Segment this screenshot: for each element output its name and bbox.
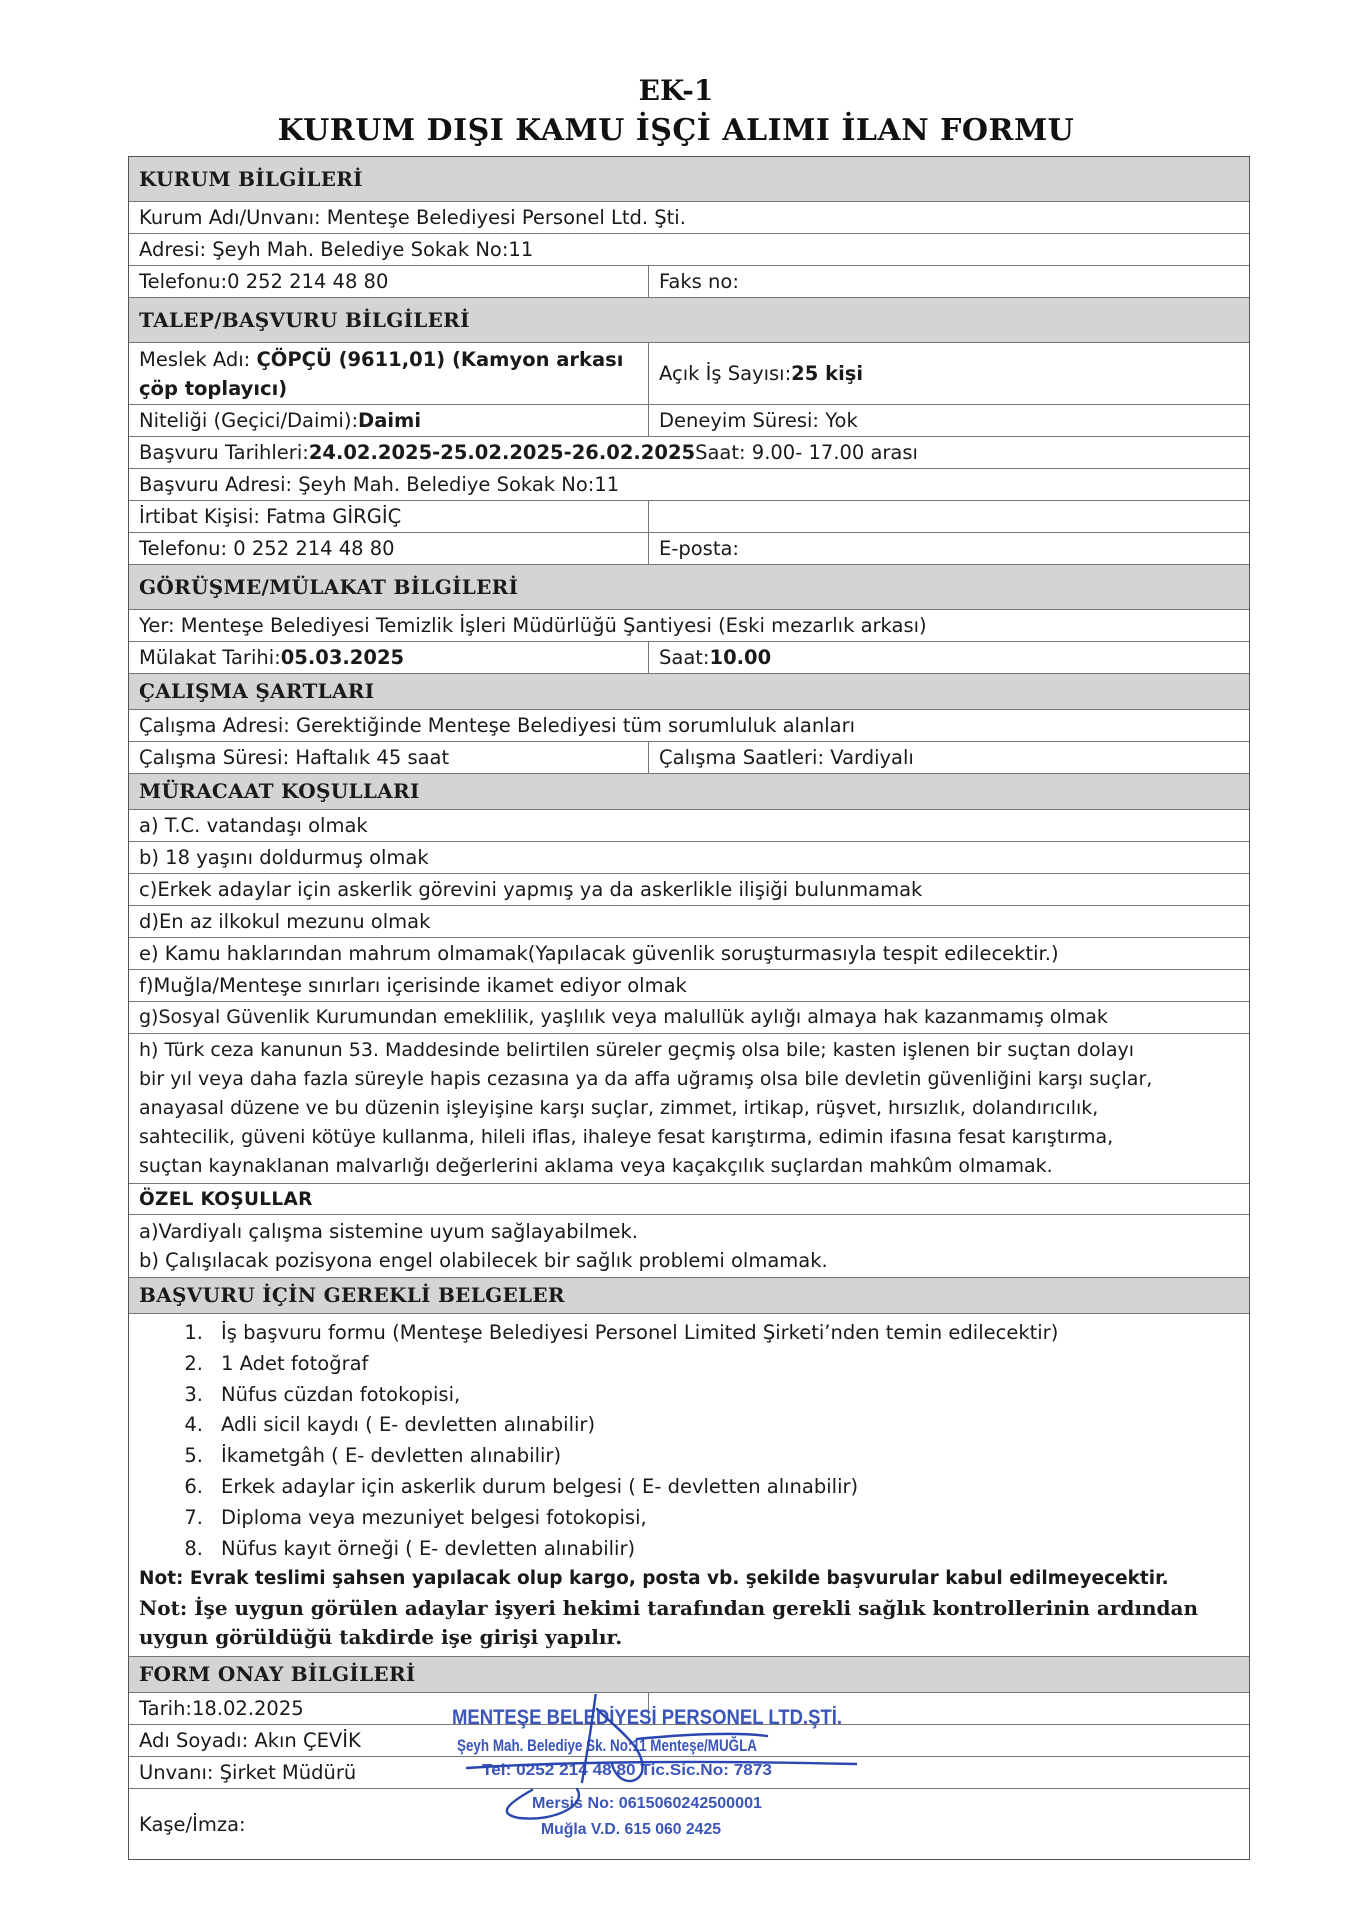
document-item [139, 1441, 561, 1472]
section-title: ÇALIŞMA ŞARTLARI [139, 679, 375, 703]
requirement-d: d)En az ilkokul mezunu olmak [139, 910, 431, 933]
approver-title: Unvanı: Şirket Müdürü [139, 1761, 357, 1785]
document-item-number: 6. [184, 1474, 203, 1498]
document-item-text: İkametgâh ( E- devletten alınabilir) [221, 1444, 562, 1468]
application-dates [129, 437, 1249, 468]
documents-row [129, 1314, 1249, 1657]
work-address: Çalışma Adresi: Gerektiğinde Menteşe Belediyesi tüm sorumluluk alanları [139, 714, 856, 737]
section-header-requirements [129, 774, 1249, 810]
stamp-line-phone: Tel: 0252 214 48 80 Tic.Sic.No: 7873 [482, 1762, 773, 1779]
contact-phone-row [129, 533, 1249, 565]
requirement-h-line: sahtecilik, güveni kötüye kullanma, hileli iflas, ihaleye fesat karıştırma, edimin ifasına fesat karıştırma, [139, 1126, 1114, 1148]
contact-email: E-posta: [659, 537, 739, 560]
requirement-row [129, 874, 1249, 906]
approver-name: Adı Soyadı: Akın ÇEVİK [139, 1729, 361, 1753]
institution-phone: Telefonu:0 252 214 48 80 [129, 266, 649, 297]
interview-date [129, 642, 649, 673]
section-header-interview [129, 565, 1249, 610]
work-hours-row [129, 742, 1249, 774]
open-positions-label: Açık İş Sayısı: [659, 362, 792, 385]
hours-text: Saat: 9.00- 17.00 arası [695, 441, 918, 464]
job-type [129, 405, 649, 436]
requirement-row [129, 810, 1249, 842]
section-title: ÖZEL KOŞULLAR [139, 1188, 313, 1210]
section-header-special-conditions [129, 1184, 1249, 1215]
interview-time [649, 642, 1249, 673]
document-item-number: 3. [184, 1382, 203, 1406]
document-item-number: 1. [184, 1321, 203, 1344]
job-type-value: Daimi [358, 409, 422, 432]
contact-person: İrtibat Kişisi: Fatma GİRGİÇ [129, 501, 649, 532]
section-header-institution [129, 157, 1249, 202]
approver-title-row [129, 1757, 1249, 1789]
document-item-number: 8. [184, 1536, 203, 1560]
occupation-row [129, 343, 1249, 405]
empty-cell [649, 1693, 1249, 1724]
empty-cell [429, 1789, 1249, 1859]
special-condition-a: a)Vardiyalı çalışma sistemine uyum sağlayabilmek. [139, 1220, 638, 1243]
requirement-h [129, 1034, 1249, 1183]
document-item [139, 1503, 647, 1534]
experience: Deneyim Süresi: Yok [659, 409, 858, 432]
document-item [139, 1472, 858, 1503]
stamp-line-address: Şeyh Mah. Belediye Sk. No:11 Menteşe/MUĞLA [457, 1736, 757, 1755]
dates-label: Başvuru Tarihleri: [139, 441, 309, 464]
interview-place-row [129, 610, 1249, 642]
document-item-text: Nüfus kayıt örneği ( E- devletten alınabilir) [221, 1536, 636, 1560]
institution-contact-row [129, 266, 1249, 298]
interview-place: Yer: Menteşe Belediyesi Temizlik İşleri Müdürlüğü Şantiyesi (Eski mezarlık arkası) [139, 614, 927, 637]
document-item-text: Nüfus cüzdan fotokopisi, [221, 1382, 461, 1406]
document-item-text: Diploma veya mezuniyet belgesi fotokopisi, [221, 1505, 647, 1529]
interview-date-value: 05.03.2025 [280, 646, 405, 669]
form-title: KURUM DIŞI KAMU İŞÇİ ALIMI İLAN FORMU [277, 113, 1075, 148]
qualification-row [129, 405, 1249, 437]
requirement-c: c)Erkek adaylar için askerlik görevini yapmış ya da askerlikle ilişiği bulunmamak [139, 878, 923, 901]
empty-cell [649, 469, 1249, 500]
empty-cell [649, 501, 1249, 532]
document-item [139, 1349, 368, 1380]
institution-name: Kurum Adı/Unvanı: Menteşe Belediyesi Personel Ltd. Şti. [139, 206, 686, 229]
section-title: GÖRÜŞME/MÜLAKAT BİLGİLERİ [139, 574, 519, 599]
requirement-row [129, 970, 1249, 1002]
approval-date-row [129, 1693, 1249, 1725]
interview-time-value: 10.00 [709, 646, 772, 669]
stamp-line-mersis: Mersis No: 0615060242500001 [532, 1795, 763, 1812]
occupation-label: Meslek Adı: [139, 347, 257, 371]
institution-name-row [129, 202, 1249, 234]
contact-person-row [129, 501, 1249, 533]
document-item-number: 5. [184, 1444, 203, 1468]
document-item-number: 7. [184, 1505, 203, 1529]
requirement-g: g)Sosyal Güvenlik Kurumundan emeklilik, yaşlılık veya malullük aylığı almaya hak kazanmamış olmak [139, 1006, 1108, 1028]
document-item-number: 4. [184, 1413, 203, 1437]
interview-date-row [129, 642, 1249, 674]
application-dates-row [129, 437, 1249, 469]
section-title: BAŞVURU İÇİN GEREKLİ BELGELER [139, 1283, 565, 1307]
interview-date-label: Mülakat Tarihi: [139, 646, 281, 669]
job-type-label: Niteliği (Geçici/Daimi): [139, 409, 359, 432]
section-header-work-conditions [129, 674, 1249, 710]
special-conditions [129, 1215, 1249, 1277]
requirement-a: a) T.C. vatandaşı olmak [139, 814, 368, 837]
document-item [139, 1410, 595, 1441]
requirement-row [129, 1034, 1249, 1184]
section-title: FORM ONAY BİLGİLERİ [139, 1662, 416, 1687]
section-title: MÜRACAAT KOŞULLARI [139, 779, 420, 803]
dates-value: 24.02.2025-25.02.2025-26.02.2025 [308, 441, 696, 464]
special-conditions-row [129, 1215, 1249, 1278]
requirement-h-line: anayasal düzene ve bu düzenin işleyişine karşı suçlar, zimmet, irtikap, rüşvet, hırsızlık, dolandırıcılık, [139, 1097, 1099, 1119]
stamp-line-company: MENTEŞE BELEDİYESİ PERSONEL LTD.ŞTİ. [452, 1706, 842, 1729]
documents-list [129, 1314, 1249, 1656]
requirement-row [129, 938, 1249, 970]
requirement-b: b) 18 yaşını doldurmuş olmak [139, 846, 429, 869]
health-note: Not: İşe uygun görülen adaylar işyeri hekimi tarafından gerekli sağlık kontrollerinin ardından [139, 1596, 1198, 1621]
approver-name-row [129, 1725, 1249, 1757]
section-title: TALEP/BAŞVURU BİLGİLERİ [139, 307, 470, 332]
requirement-h-line: h) Türk ceza kanunun 53. Maddesinde belirtilen süreler geçmiş olsa bile; kasten işlenen bir suçtan dolayı [139, 1039, 1135, 1061]
document-item [139, 1534, 635, 1565]
document-item [139, 1318, 1058, 1349]
application-address: Başvuru Adresi: Şeyh Mah. Belediye Sokak No:11 [139, 473, 620, 496]
requirement-row [129, 1002, 1249, 1034]
document-item-text: 1 Adet fotoğraf [221, 1351, 369, 1375]
approval-date: Tarih:18.02.2025 [129, 1693, 649, 1724]
empty-cell [429, 1725, 1249, 1756]
contact-phone: Telefonu: 0 252 214 48 80 [129, 533, 649, 564]
open-positions-value: 25 kişi [791, 362, 864, 385]
institution-address: Adresi: Şeyh Mah. Belediye Sokak No:11 [139, 238, 534, 261]
requirement-row [129, 906, 1249, 938]
application-address-row [129, 469, 1249, 501]
requirement-h-line: bir yıl veya daha fazla süreyle hapis cezasına ya da affa uğramış olsa bile devletin güvenliğini karşı suçlar, [139, 1068, 1153, 1090]
open-positions [649, 343, 1249, 404]
section-title: KURUM BİLGİLERİ [139, 166, 363, 191]
work-duration: Çalışma Süresi: Haftalık 45 saat [129, 742, 649, 773]
institution-address-row [129, 234, 1249, 266]
requirement-h-line: suçtan kaynaklanan malvarlığı değerlerini aklama veya kaçakçılık suçlardan mahkûm olmamak. [139, 1155, 1053, 1177]
interview-time-label: Saat: [659, 646, 710, 669]
special-condition-b: b) Çalışılacak pozisyona engel olabilecek bir sağlık problemi olmamak. [139, 1249, 828, 1272]
document-item [139, 1380, 460, 1411]
health-note-cont: uygun görüldüğü takdirde işe girişi yapılır. [139, 1625, 623, 1650]
announcement-form [128, 156, 1250, 1860]
empty-cell [429, 1757, 1249, 1788]
occupation-name [129, 343, 649, 404]
requirement-row [129, 842, 1249, 874]
document-item-text: Erkek adaylar için askerlik durum belgesi ( E- devletten alınabilir) [221, 1474, 859, 1498]
section-header-documents [129, 1278, 1249, 1314]
requirement-f: f)Muğla/Menteşe sınırları içerisinde ikamet ediyor olmak [139, 974, 687, 997]
occupation-value: ÇÖPÇÜ (9611,01) (Kamyon arkası [256, 347, 624, 371]
section-header-application [129, 298, 1249, 343]
stamp-line-tax: Muğla V.D. 615 060 2425 [541, 1821, 722, 1838]
section-header-approval [129, 1657, 1249, 1693]
document-item-number: 2. [184, 1351, 203, 1375]
delivery-note: Not: Evrak teslimi şahsen yapılacak olup kargo, posta vb. şekilde başvurular kabul edilmeyecektir. [139, 1568, 1169, 1590]
document-item-text: İş başvuru formu (Menteşe Belediyesi Personel Limited Şirketi’nden temin edilecektir) [221, 1321, 1059, 1344]
occupation-value-cont: çöp toplayıcı) [139, 376, 288, 400]
institution-fax: Faks no: [659, 270, 739, 293]
work-shifts: Çalışma Saatleri: Vardiyalı [659, 746, 914, 769]
stamp-signature-label: Kaşe/İmza: [139, 1812, 246, 1836]
signature-row [129, 1789, 1249, 1859]
annex-label: EK-1 [638, 74, 714, 107]
document-item-text: Adli sicil kaydı ( E- devletten alınabilir) [221, 1413, 596, 1437]
requirement-e: e) Kamu haklarından mahrum olmamak(Yapılacak güvenlik soruşturmasıyla tespit edilecektir.) [139, 942, 1059, 965]
work-address-row [129, 710, 1249, 742]
